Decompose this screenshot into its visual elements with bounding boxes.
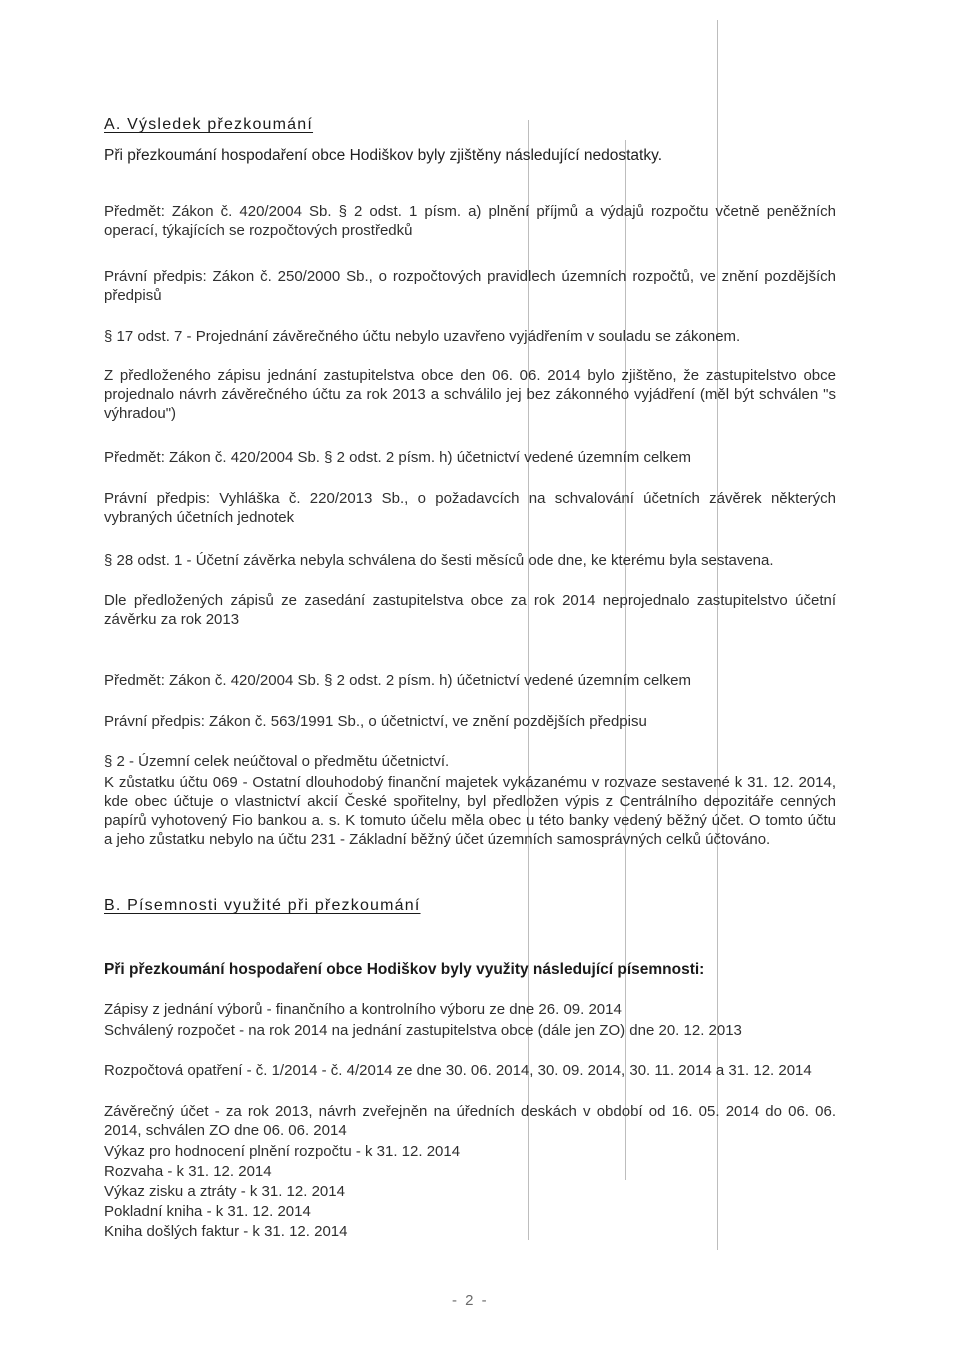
finding-3-paragraph: § 2 - Územní celek neúčtoval o předmětu účetnictví. — [104, 753, 450, 770]
finding-2-paragraph: § 28 odst. 1 - Účetní závěrka nebyla schválena do šesti měsíců ode dne, ke kterému byla sestavena. — [104, 552, 774, 569]
finding-1-description: Z předloženého zápisu jednání zastupitelstva obce den 06. 06. 2014 bylo zjištěno, že zastupitelstvo obce projednalo návrh závěrečného účtu za rok 2013 a schválilo jej bez zákonného vyjádření (měl být schválen "s výhradou") — [104, 367, 836, 422]
finding-1-paragraph: § 17 odst. 7 - Projednání závěrečného účtu nebylo uzavřeno vyjádřením v souladu se zákonem. — [104, 328, 741, 345]
document-item: Schválený rozpočet - na rok 2014 na jednání zastupitelstva obce (dále jen ZO) dne 20. 12. 2013 — [104, 1022, 742, 1039]
finding-2-subject: Předmět: Zákon č. 420/2004 Sb. § 2 odst. 2 písm. h) účetnictví vedené územním celkem — [104, 449, 691, 466]
section-b-heading: B. Písemnosti využité při přezkoumání — [104, 897, 421, 914]
document-item: Rozpočtová opatření - č. 1/2014 - č. 4/2014 ze dne 30. 06. 2014, 30. 09. 2014, 30. 11. 2014 a 31. 12. 2014 — [104, 1062, 812, 1079]
finding-1-legal-basis: Právní předpis: Zákon č. 250/2000 Sb., o rozpočtových pravidlech územních rozpočtů, ve znění pozdějších předpisů — [104, 268, 836, 304]
finding-2-legal-basis: Právní předpis: Vyhláška č. 220/2013 Sb., o požadavcích na schvalování účetních závěrek některých vybraných účetních jednotek — [104, 490, 836, 526]
document-item: Kniha došlých faktur - k 31. 12. 2014 — [104, 1223, 348, 1240]
section-b-intro: Při přezkoumání hospodaření obce Hodiškov byly využity následující písemnosti: — [104, 961, 705, 978]
finding-3-description: K zůstatku účtu 069 - Ostatní dlouhodobý finanční majetek vykázanému v rozvaze sestavené k 31. 12. 2014, kde obec účtuje o vlastnictví akcií České spořitelny, byl předložen výpis z Centrálního depozitáře cenných papírů vyhotovený Fio bankou a. s. K tomuto účelu měla obec u této banky vedený běžný účet. O tomto účtu a jeho zůstatku nebylo na účtu 231 - Základní běžný účet územních samosprávných celků účtováno. — [104, 774, 836, 848]
document-item: Pokladní kniha - k 31. 12. 2014 — [104, 1203, 311, 1220]
section-a-heading: A. Výsledek přezkoumání — [104, 116, 314, 133]
finding-2-description: Dle předložených zápisů ze zasedání zastupitelstva obce za rok 2014 neprojednalo zastupitelstvo účetní závěrku za rok 2013 — [104, 592, 836, 628]
document-item: Výkaz zisku a ztráty - k 31. 12. 2014 — [104, 1183, 345, 1200]
document-item: Výkaz pro hodnocení plnění rozpočtu - k 31. 12. 2014 — [104, 1143, 461, 1160]
section-a-intro: Při přezkoumání hospodaření obce Hodiškov byly zjištěny následující nedostatky. — [104, 147, 663, 164]
finding-3-legal-basis: Právní předpis: Zákon č. 563/1991 Sb., o účetnictví, ve znění pozdějších předpisu — [104, 713, 647, 730]
document-item: Rozvaha - k 31. 12. 2014 — [104, 1163, 272, 1180]
finding-3-subject: Předmět: Zákon č. 420/2004 Sb. § 2 odst. 2 písm. h) účetnictví vedené územním celkem — [104, 672, 691, 689]
page-number: - 2 - — [452, 1292, 489, 1309]
document-item: Zápisy z jednání výborů - finančního a kontrolního výboru ze dne 26. 09. 2014 — [104, 1001, 622, 1018]
finding-1-subject: Předmět: Zákon č. 420/2004 Sb. § 2 odst. 1 písm. a) plnění příjmů a výdajů rozpočtu včetně peněžních operací, týkajících se rozpočtových prostředků — [104, 203, 836, 239]
document-item: Závěrečný účet - za rok 2013, návrh zveřejněn na úředních deskách v období od 16. 05. 2014 do 06. 06. 2014, schválen ZO dne 06. 06. 2014 — [104, 1103, 836, 1139]
